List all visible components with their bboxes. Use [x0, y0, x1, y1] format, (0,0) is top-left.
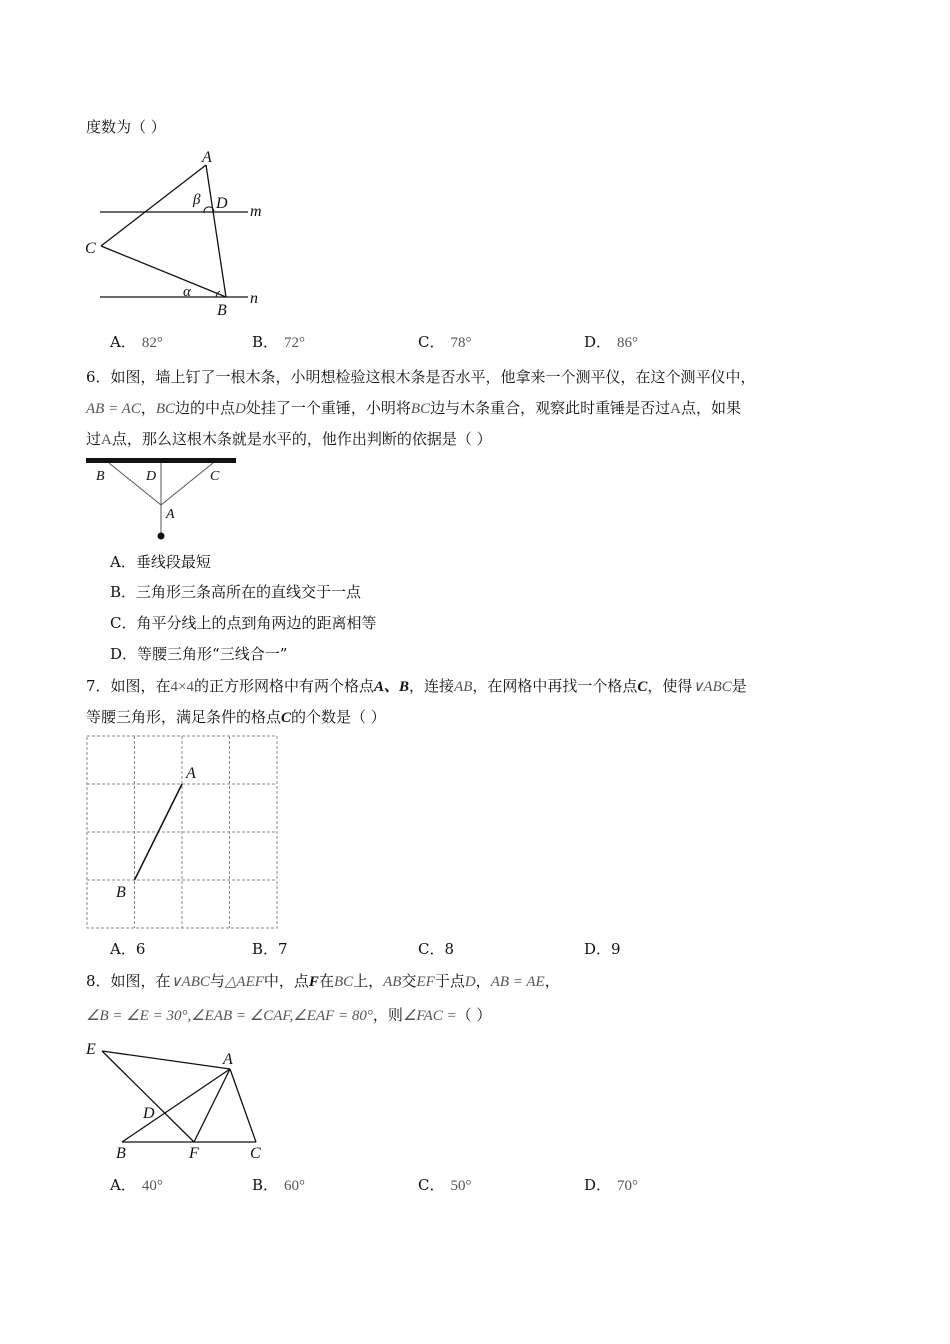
- q8-stem-line2: ∠B = ∠E = 30°,∠EAB = ∠CAF,∠EAF = 80°，则∠FAC =（ ）: [86, 1006, 492, 1024]
- label-alpha: α: [183, 284, 191, 300]
- label-A: A: [166, 507, 175, 522]
- label-E: E: [86, 1041, 96, 1058]
- q6-stem-line2: AB = AC，BC边的中点D处挂了一个重锤，小明将BC边与木条重合，观察此时重锤是否过A点，如果: [86, 399, 741, 417]
- label-C: C: [210, 469, 220, 484]
- q6-stem-line1: 6．如图，墙上钉了一根木条，小明想检验这根木条是否水平，他拿来一个测平仪，在这个测平仪中，: [86, 368, 756, 386]
- q5-option-a[interactable]: A． 82°: [110, 333, 163, 351]
- q6-stem-line3: 过A点，那么这根木条就是水平的，他作出判断的依据是（ ）: [86, 430, 492, 448]
- q5-stem-tail: 度数为（ ）: [86, 118, 166, 136]
- label-A: A: [202, 149, 212, 166]
- label-beta: β: [193, 192, 201, 208]
- q7-option-d[interactable]: D．9: [584, 940, 621, 958]
- label-C: C: [85, 240, 96, 257]
- q6-option-d[interactable]: D．等腰三角形“三线合一”: [110, 645, 288, 663]
- label-C: C: [250, 1145, 261, 1162]
- q7-stem-line2: 等腰三角形，满足条件的格点C的个数是（ ）: [86, 708, 386, 726]
- q6-figure: [86, 455, 238, 543]
- q7-option-b[interactable]: B．7: [252, 940, 288, 958]
- label-B: B: [116, 1145, 126, 1162]
- label-m: m: [250, 203, 262, 220]
- label-A: A: [186, 765, 196, 782]
- q7-option-a[interactable]: A．6: [110, 940, 146, 958]
- q5-option-b[interactable]: B． 72°: [252, 333, 306, 351]
- label-B: B: [116, 884, 126, 901]
- q8-option-b[interactable]: B． 60°: [252, 1176, 306, 1194]
- q8-figure: [84, 1038, 274, 1166]
- q8-stem-line1: 8．如图，在∨ABC与△AEF中，点F在BC上，AB交EF于点D，AB = AE，: [86, 972, 560, 990]
- q6-option-c[interactable]: C．角平分线上的点到角两边的距离相等: [110, 614, 377, 632]
- label-B: B: [96, 469, 105, 484]
- q5-option-d[interactable]: D． 86°: [584, 333, 639, 351]
- label-F: F: [189, 1145, 199, 1162]
- label-D: D: [146, 469, 157, 484]
- q6-option-a[interactable]: A．垂线段最短: [110, 553, 211, 571]
- q8-option-d[interactable]: D． 70°: [584, 1176, 639, 1194]
- q8-option-c[interactable]: C． 50°: [418, 1176, 472, 1194]
- q6-option-b[interactable]: B．三角形三条高所在的直线交于一点: [110, 583, 362, 601]
- label-D: D: [216, 195, 228, 212]
- plumb-bob: [158, 533, 165, 540]
- q7-option-c[interactable]: C．8: [418, 940, 455, 958]
- label-B: B: [217, 302, 227, 319]
- q7-figure: [86, 735, 280, 931]
- q8-option-a[interactable]: A． 40°: [110, 1176, 163, 1194]
- q5-option-c[interactable]: C． 78°: [418, 333, 472, 351]
- wood-strip: [86, 458, 236, 463]
- q5-figure: [80, 145, 280, 320]
- label-n: n: [250, 290, 258, 307]
- q7-stem-line1: 7．如图，在4×4的正方形网格中有两个格点A、B，连接AB，在网格中再找一个格点C，使得∨ABC是: [86, 677, 747, 695]
- label-D: D: [143, 1105, 155, 1122]
- label-A: A: [223, 1051, 233, 1068]
